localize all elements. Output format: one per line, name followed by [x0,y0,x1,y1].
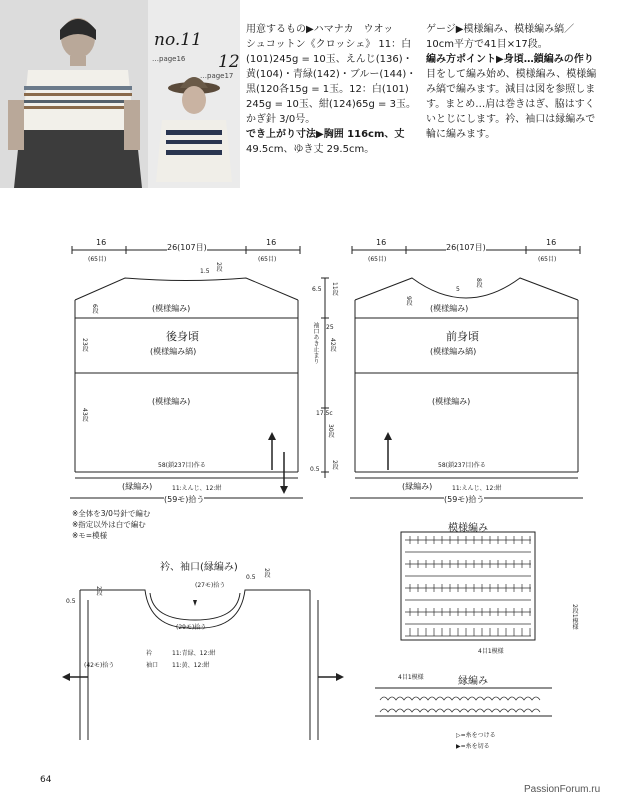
front-right-stitches: (65目) [538,256,557,263]
front-right-width: 16 [546,238,557,247]
page-ref-11: …page16 [152,55,186,63]
materials-line: (101)245g = 10玉、えんじ(136)・ [246,54,413,65]
center-armhole: 袖口あき止まり [312,322,319,364]
materials-line: シュコットン《クロッシェ》 11：白 [246,39,412,50]
back-neck-rows: 2段 [215,262,222,272]
front-left-stitches: (65目) [368,256,387,263]
front-neck-drop: 5 [456,286,460,293]
collar-rows-right: 2段 [263,568,270,578]
back-left-stitches: (65目) [88,256,107,263]
collar-title: 衿、袖口(縁編み) [160,562,238,573]
page-ref-12: …page17 [200,72,234,80]
notes [72,508,150,541]
gauge-line: 10cm平方で41目×17段。 [426,39,548,50]
gauge-line: み縞で編みます。減目は図を参照しま [426,84,596,95]
gauge-line: 編み方ポイント▶身頃…鎖編みの作り [426,54,594,65]
materials-line: 黒(120各15g = 1玉。12：白(101) [246,84,409,95]
materials-line: 49.5cm、ゆき丈 29.5cm。 [246,144,375,155]
cuff-pick-42: (42モ)拾う [84,662,115,669]
note-line: ※全体を3/0号針で編む [72,509,151,518]
back-right-stitches: (65目) [258,256,277,263]
gauge-line: 目をして編み始め、模様編み、模様編 [426,69,597,80]
cuff-color-label: 袖口 [146,662,159,669]
front-subtitle: (模様編み縞) [430,347,477,356]
gauge-line: いとじにします。衿、袖口は縁編みで [426,114,596,125]
back-rows-6: 6段 [91,304,98,314]
note-line: ※指定以外は白で編む [72,520,146,529]
back-foundation: 58(鎖237目)作る [158,462,206,469]
legend-attach: ▷=糸をつける [456,732,496,739]
center-h25: 25 [326,324,334,331]
back-left-width: 16 [96,238,107,247]
back-pattern-top: (模様編み) [152,304,191,313]
collar-pick-29: (29モ)拾う [176,624,207,631]
back-right-width: 16 [266,238,277,247]
front-mid-width: 26(107目) [446,243,486,252]
center-h175: 17.5c [316,410,333,417]
center-r42: 42段 [329,338,336,352]
front-foundation: 58(鎖237目)作る [438,462,486,469]
collar-pick-27: (27モ)拾う [195,582,226,589]
front-pattern-bottom: (模様編み) [432,397,471,406]
front-title: 前身頃 [446,330,479,343]
center-r2: 2段 [331,460,338,470]
front-left-width: 16 [376,238,387,247]
materials-line: でき上がり寸法▶胸囲 116cm、丈 [246,129,405,140]
edging-repeat: 4目1模様 [398,674,424,681]
back-subtitle: (模様編み縞) [150,347,197,356]
stitch-repeat-rows: 2段1模様 [571,604,578,630]
edging-title: 縁編み [458,676,488,687]
legend-cut: ▶=糸を切る [456,743,490,750]
center-r30: 30段 [327,424,334,438]
center-h65: 6.5 [312,286,322,293]
note-line: ※モ=模様 [72,531,108,540]
back-pattern-bottom: (模様編み) [152,397,191,406]
watermark: PassionForum.ru [524,784,601,795]
cuff-color: 11:黄、12:紺 [172,662,210,669]
front-pickup: (59モ)拾う [444,495,485,504]
front-edging-colors: 11:えんじ、12:紺 [452,485,502,492]
gauge-line: 輪に編みます。 [426,129,496,140]
front-pattern-top: (模様編み) [430,304,469,313]
back-rows-43: 43段 [81,408,88,422]
materials-line: 245g = 10玉、紺(124)65g = 3玉。 [246,99,416,110]
gauge-line: す。まとめ…肩は巻きはぎ、脇はすく [426,99,595,110]
center-h05: 0.5 [310,466,320,473]
collar-color: 11:青緑、12:紺 [172,650,216,657]
materials-line: かぎ針 3/0号。 [246,114,316,125]
materials-line: 用意するもの▶ハマナカ ウオッ [246,24,394,35]
back-neck-drop: 1.5 [200,268,210,275]
front-rows-9: 9段 [405,296,412,306]
front-edging: (縁編み) [402,482,433,491]
back-edging: (縁編み) [122,482,153,491]
collar-rows-left: 2段 [95,586,102,596]
collar-h05-left: 0.5 [66,598,76,605]
back-title: 後身頃 [166,330,199,343]
back-pickup: (59モ)拾う [164,495,205,504]
back-rows-23: 23段 [81,338,88,352]
stitch-chart-title: 模様編み [448,523,488,534]
back-mid-width: 26(107目) [167,243,207,252]
center-r11: 11段 [331,282,338,296]
back-edging-colors: 11:えんじ、12:紺 [172,485,222,492]
gauge-line: ゲージ▶模様編み、模様編み縞／ [426,24,575,35]
pattern-number-11: no.11 [154,30,202,50]
collar-h05-right: 0.5 [246,574,256,581]
materials-line: 黄(104)・青緑(142)・ブルー(144)・ [246,69,417,80]
collar-color-label: 衿 [146,650,153,657]
stitch-repeat-sts: 4目1模様 [478,648,504,655]
page-number: 64 [40,775,52,785]
pattern-number-12: 12 [218,52,240,72]
front-neck-rows: 8段 [475,278,482,288]
